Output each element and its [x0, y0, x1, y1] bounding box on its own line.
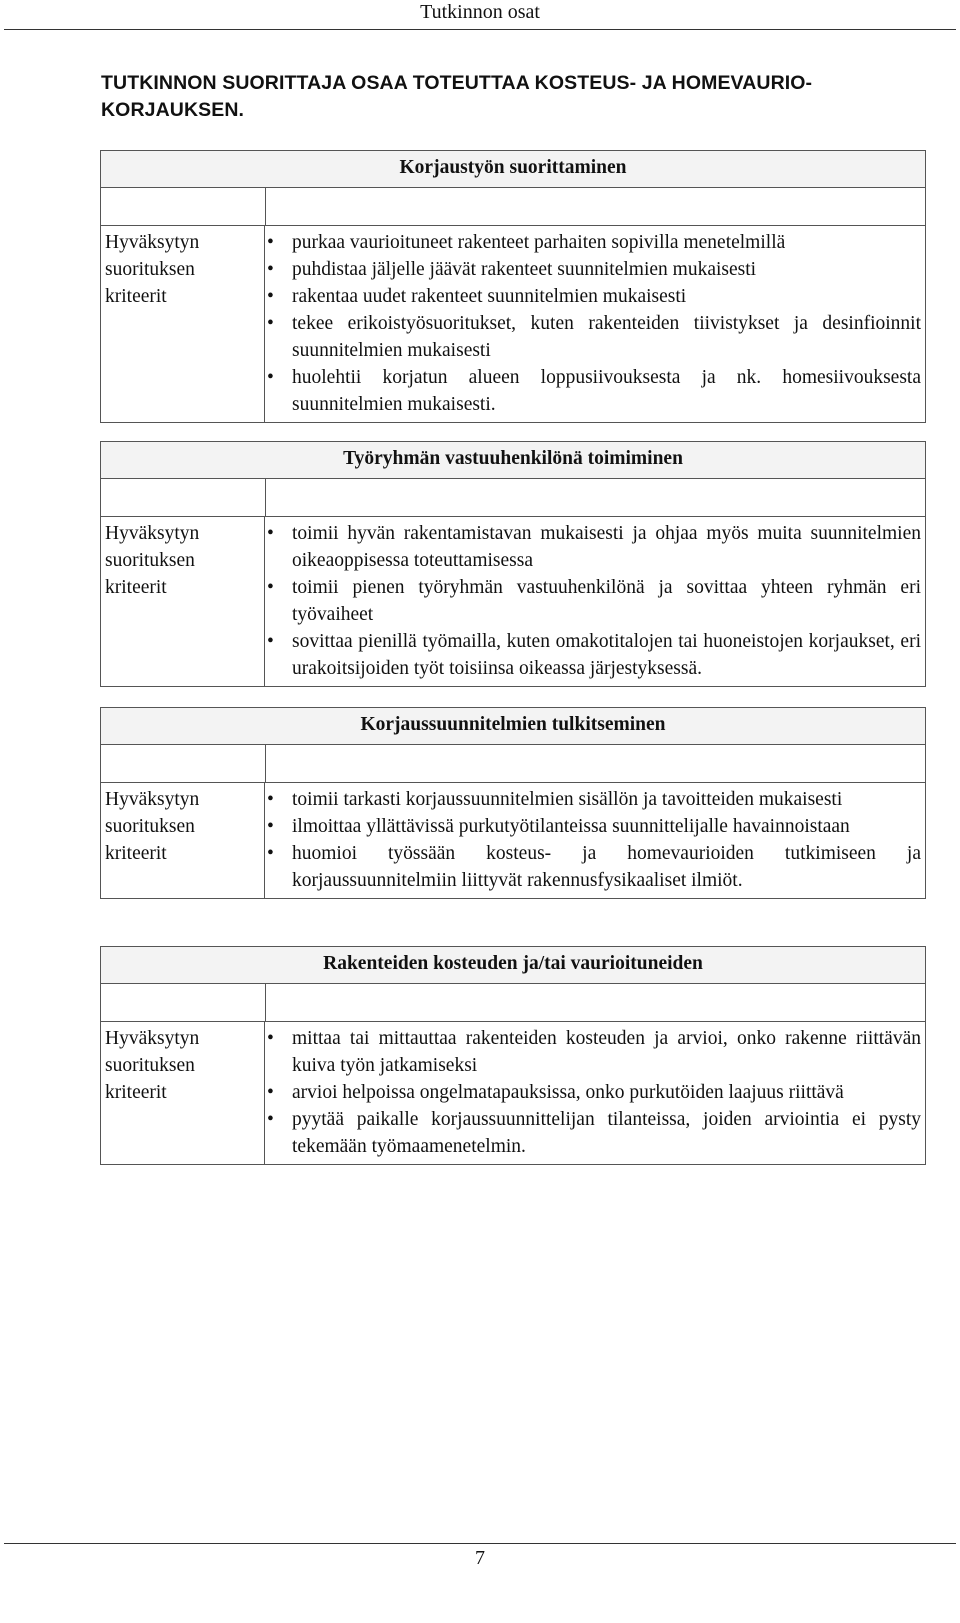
section-title: Työryhmän vastuuhenkilönä toimiminen [101, 442, 925, 479]
section-title: Rakenteiden kosteuden ja/tai vaurioituneiden [101, 947, 925, 984]
section-korjaustyon-suorittaminen [100, 150, 926, 423]
list-item: • puhdistaa jäljelle jäävät rakenteet suunnitelmien mukaisesti [292, 256, 921, 283]
criteria-label: Hyväksytyn suorituksen kriteerit [101, 226, 265, 422]
criteria-label: Hyväksytyn suorituksen kriteerit [101, 783, 265, 898]
bullet-icon: • [267, 631, 274, 652]
section-rakenteiden-kosteuden [100, 946, 926, 1165]
criteria-list [265, 517, 925, 686]
list-item: • mittaa tai mittauttaa rakenteiden kosteuden ja arvioi, onko rakenne riittävän kuiva työn jatkamiseksi [292, 1025, 921, 1079]
spacer-row [101, 479, 925, 517]
criteria-row [101, 517, 925, 686]
section-korjaussuunnitelmien-tulkitseminen [100, 707, 926, 899]
list-item: • rakentaa uudet rakenteet suunnitelmien mukaisesti [292, 283, 921, 310]
list-item: • huolehtii korjatun alueen loppusiivouksesta ja nk. homesiivouksesta suunnitelmien mukaisesti. [292, 364, 921, 418]
criteria-list [265, 783, 925, 898]
bullet-icon: • [267, 816, 274, 837]
main-title: TUTKINNON SUORITTAJA OSAA TOTEUTTAA KOSTEUS- JA HOMEVAURIO-KORJAUKSEN. [101, 72, 813, 121]
bullet-icon: • [267, 259, 274, 280]
list-item: • purkaa vaurioituneet rakenteet parhaiten sopivilla menetelmillä [292, 229, 921, 256]
criteria-row [101, 783, 925, 898]
spacer-row [101, 188, 925, 226]
criteria-row [101, 226, 925, 422]
bullet-icon: • [267, 232, 274, 253]
section-tyoryhman-vastuuhenkilona [100, 441, 926, 687]
section-title: Korjaustyön suorittaminen [101, 151, 925, 188]
bullet-icon: • [267, 286, 274, 307]
running-header: Tutkinnon osat [420, 1, 540, 23]
list-item: • tekee erikoistyösuoritukset, kuten rakenteiden tiivistykset ja desinfioinnit suunnitelmien mukaisesti [292, 310, 921, 364]
criteria-label: Hyväksytyn suorituksen kriteerit [101, 517, 265, 686]
list-item: • toimii hyvän rakentamistavan mukaisesti ja ohjaa myös muita suunnitelmien oikeaoppisessa toteuttamisessa [292, 520, 921, 574]
section-title: Korjaussuunnitelmien tulkitseminen [101, 708, 925, 745]
bullet-icon: • [267, 577, 274, 598]
list-item: • toimii pienen työryhmän vastuuhenkilönä ja sovittaa yhteen ryhmän eri työvaiheet [292, 574, 921, 628]
criteria-list [265, 1022, 925, 1164]
criteria-label: Hyväksytyn suorituksen kriteerit [101, 1022, 265, 1164]
bullet-icon: • [267, 523, 274, 544]
footer-rule [4, 1543, 956, 1544]
list-item: • toimii tarkasti korjaussuunnitelmien sisällön ja tavoitteiden mukaisesti [292, 786, 921, 813]
list-item: • pyytää paikalle korjaussuunnittelijan tilanteissa, joiden arviointia ei pysty tekemään työmaamenetelmin. [292, 1106, 921, 1160]
bullet-icon: • [267, 1109, 274, 1130]
list-item: • sovittaa pienillä työmailla, kuten omakotitalojen tai huoneistojen korjaukset, eri urakoitsijoiden työt toisiinsa oikeassa järjestyksessä. [292, 628, 921, 682]
criteria-row [101, 1022, 925, 1164]
list-item: • ilmoittaa yllättävissä purkutyötilanteissa suunnittelijalle havainnoistaan [292, 813, 921, 840]
spacer-row [101, 984, 925, 1022]
bullet-icon: • [267, 367, 274, 388]
list-item: • huomioi työssään kosteus- ja homevaurioiden tutkimiseen ja korjaussuunnitelmiin liittyvät rakennusfysikaaliset ilmiöt. [292, 840, 921, 894]
spacer-row [101, 745, 925, 783]
bullet-icon: • [267, 1082, 274, 1103]
header-rule [4, 29, 956, 30]
list-item: • arvioi helpoissa ongelmatapauksissa, onko purkutöiden laajuus riittävä [292, 1079, 921, 1106]
criteria-list [265, 226, 925, 422]
bullet-icon: • [267, 789, 274, 810]
bullet-icon: • [267, 843, 274, 864]
bullet-icon: • [267, 313, 274, 334]
page-number: 7 [475, 1547, 485, 1569]
bullet-icon: • [267, 1028, 274, 1049]
